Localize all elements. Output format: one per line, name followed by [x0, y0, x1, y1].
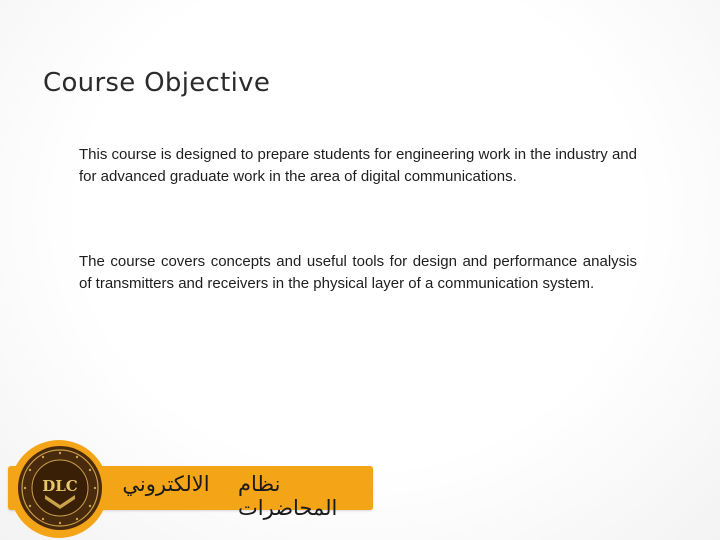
- footer-text-lecture-system: نظام المحاضرات: [238, 472, 338, 520]
- seal-monogram: DLC: [42, 477, 78, 495]
- university-seal-icon: [17, 445, 103, 531]
- objective-paragraph-1: This course is designed to prepare students for engineering work in the industry and for advanced graduate work in the area of digital communications.: [79, 146, 637, 185]
- footer-text-electronic: الالكتروني: [122, 472, 210, 496]
- objective-paragraph-2: The course covers concepts and useful tools for design and performance analysis of transmitters and receivers in the physical layer of a communication system.: [79, 253, 637, 292]
- slide-title: Course Objective: [43, 68, 271, 98]
